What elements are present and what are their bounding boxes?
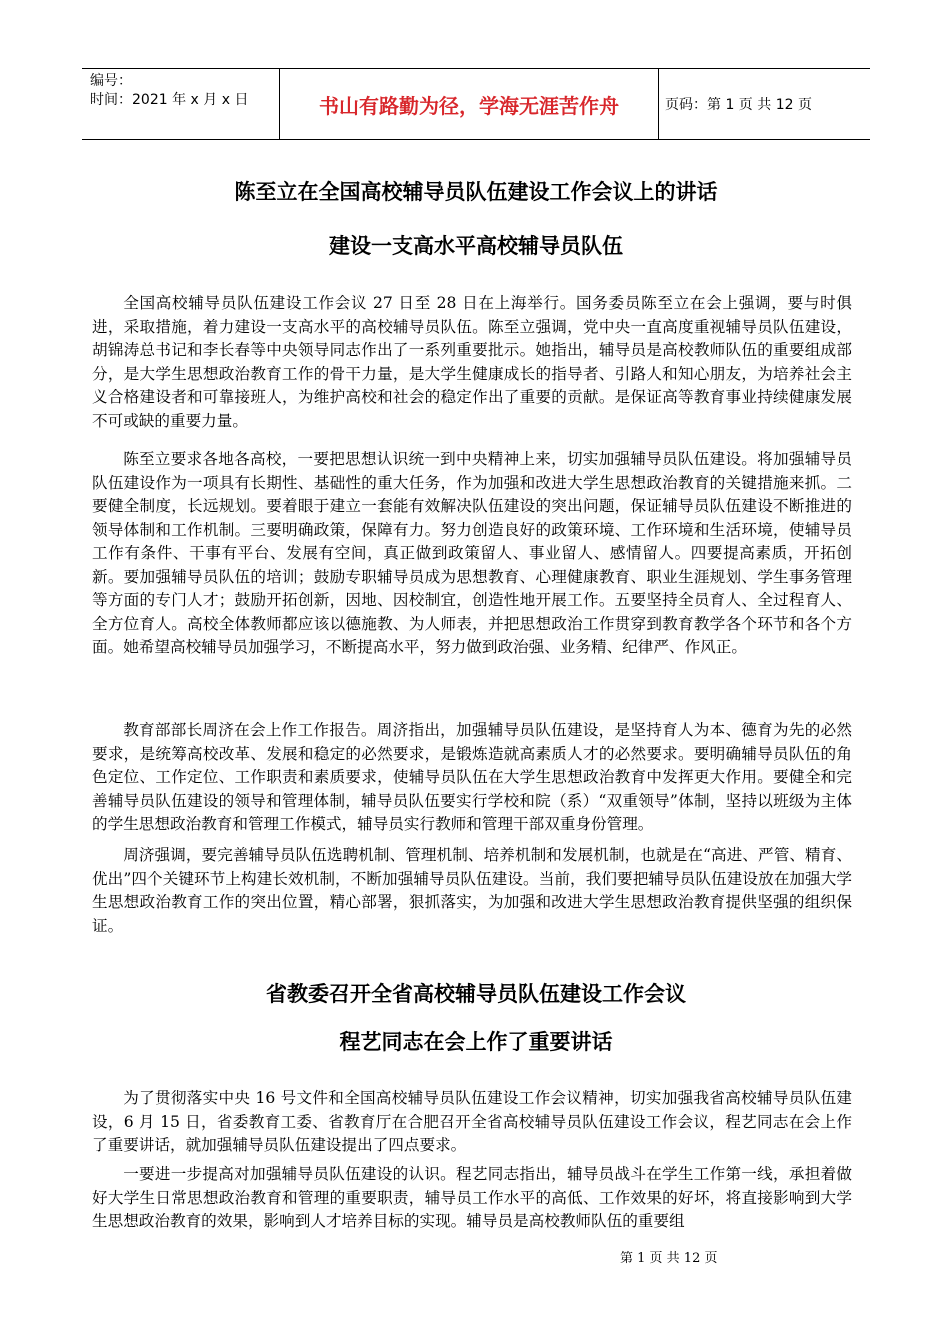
article1-title: 陈至立在全国高校辅导员队伍建设工作会议上的讲话	[234, 180, 718, 204]
article2-paragraph: 为了贯彻落实中央 16 号文件和全国高校辅导员队伍建设工作会议精神，切实加强我省高校辅导员队伍建设，6 月 15 日，省委教育工委、省教育厅在合肥召开全省高校辅导员队伍建设工作会议，程艺同志在会上作了重要讲话，就加强辅导员队伍建设提出了四点要求。	[92, 1089, 852, 1154]
article1-paragraph: 周济强调，要完善辅导员队伍选聘机制、管理机制、培养机制和发展机制，也就是在“高进、严管、精育、优出”四个关键环节上构建长效机制，不断加强辅导员队伍建设。当前，我们要把辅导员队伍建设放在加强大学生思想政治教育工作的突出位置，精心部署，狠抓落实，为加强和改进大学生思想政治教育提供坚强的组织保证。	[92, 846, 852, 935]
article1-paragraph: 全国高校辅导员队伍建设工作会议 27 日至 28 日在上海举行。国务委员陈至立在会上强调，要与时俱进，采取措施，着力建设一支高水平的高校辅导员队伍。陈至立强调，党中央一直高度重视辅导员队伍建设，胡锦涛总书记和李长春等中央领导同志作出了一系列重要批示。她指出，辅导员是高校教师队伍的重要组成部分，是大学生思想政治教育工作的骨干力量，是大学生健康成长的指导者、引路人和知心朋友，为培养社会主义合格建设者和可靠接班人，为维护高校和社会的稳定作出了重要的贡献。是保证高等教育事业持续健康发展不可或缺的重要力量。	[92, 294, 852, 430]
header-motto: 书山有路勤为径，学海无涯苦作舟	[280, 69, 659, 139]
number-label: 编号：	[90, 73, 132, 89]
article2-paragraph: 一要进一步提高对加强辅导员队伍建设的认识。程艺同志指出，辅导员战斗在学生工作第一线，承担着做好大学生日常思想政治教育和管理的重要职责，辅导员工作水平的高低、工作效果的好坏，将直接影响到大学生思想政治教育的效果，影响到人才培养目标的实现。辅导员是高校教师队伍的重要组	[92, 1165, 852, 1230]
page-header	[82, 68, 870, 140]
article1-paragraph: 陈至立要求各地各高校，一要把思想认识统一到中央精神上来，切实加强辅导员队伍建设。将加强辅导员队伍建设作为一项具有长期性、基础性的重大任务，作为加强和改进大学生思想政治教育的关键措施来抓。二要健全制度，长远规划。要着眼于建立一套能有效解决队伍建设的突出问题，保证辅导员队伍建设不断推进的领导体制和工作机制。三要明确政策，保障有力。努力创造良好的政策环境、工作环境和生活环境，使辅导员工作有条件、干事有平台、发展有空间，真正做到政策留人、事业留人、感情留人。四要提高素质，开拓创新。要加强辅导员队伍的培训；鼓励专职辅导员成为思想教育、心理健康教育、职业生涯规划、学生事务管理等方面的专门人才；鼓励开拓创新，因地、因校制宜，创造性地开展工作。五要坚持全员育人、全过程育人、全方位育人。高校全体教师都应该以德施教、为人师表，并把思想政治工作贯穿到教育教学各个环节和各个方面。她希望高校辅导员加强学习，不断提高水平，努力做到政治强、业务精、纪律严、作风正。	[92, 450, 852, 656]
article1-paragraph: 教育部部长周济在会上作工作报告。周济指出，加强辅导员队伍建设，是坚持育人为本、德育为先的必然要求，是统筹高校改革、发展和稳定的必然要求，是锻炼造就高素质人才的必然要求。要明确辅导员队伍的角色定位、工作定位、工作职责和素质要求，使辅导员队伍在大学生思想政治教育中发挥更大作用。要健全和完善辅导员队伍建设的领导和管理体制，辅导员队伍要实行学校和院（系）“双重领导”体制，坚持以班级为主体的学生思想政治教育和管理工作模式，辅导员实行教师和管理干部双重身份管理。	[92, 721, 852, 833]
article2-title: 省教委召开全省高校辅导员队伍建设工作会议	[266, 982, 686, 1006]
article2-subtitle: 程艺同志在会上作了重要讲话	[339, 1030, 613, 1054]
header-page-info: 页码：第 1 页 共 12 页	[665, 97, 812, 113]
page-footer: 第 1 页 共 12 页	[620, 1251, 718, 1266]
article1-subtitle: 建设一支高水平高校辅导员队伍	[329, 234, 623, 258]
time-label: 时间：2021 年 x 月 x 日	[90, 92, 249, 108]
header-meta	[82, 69, 280, 139]
